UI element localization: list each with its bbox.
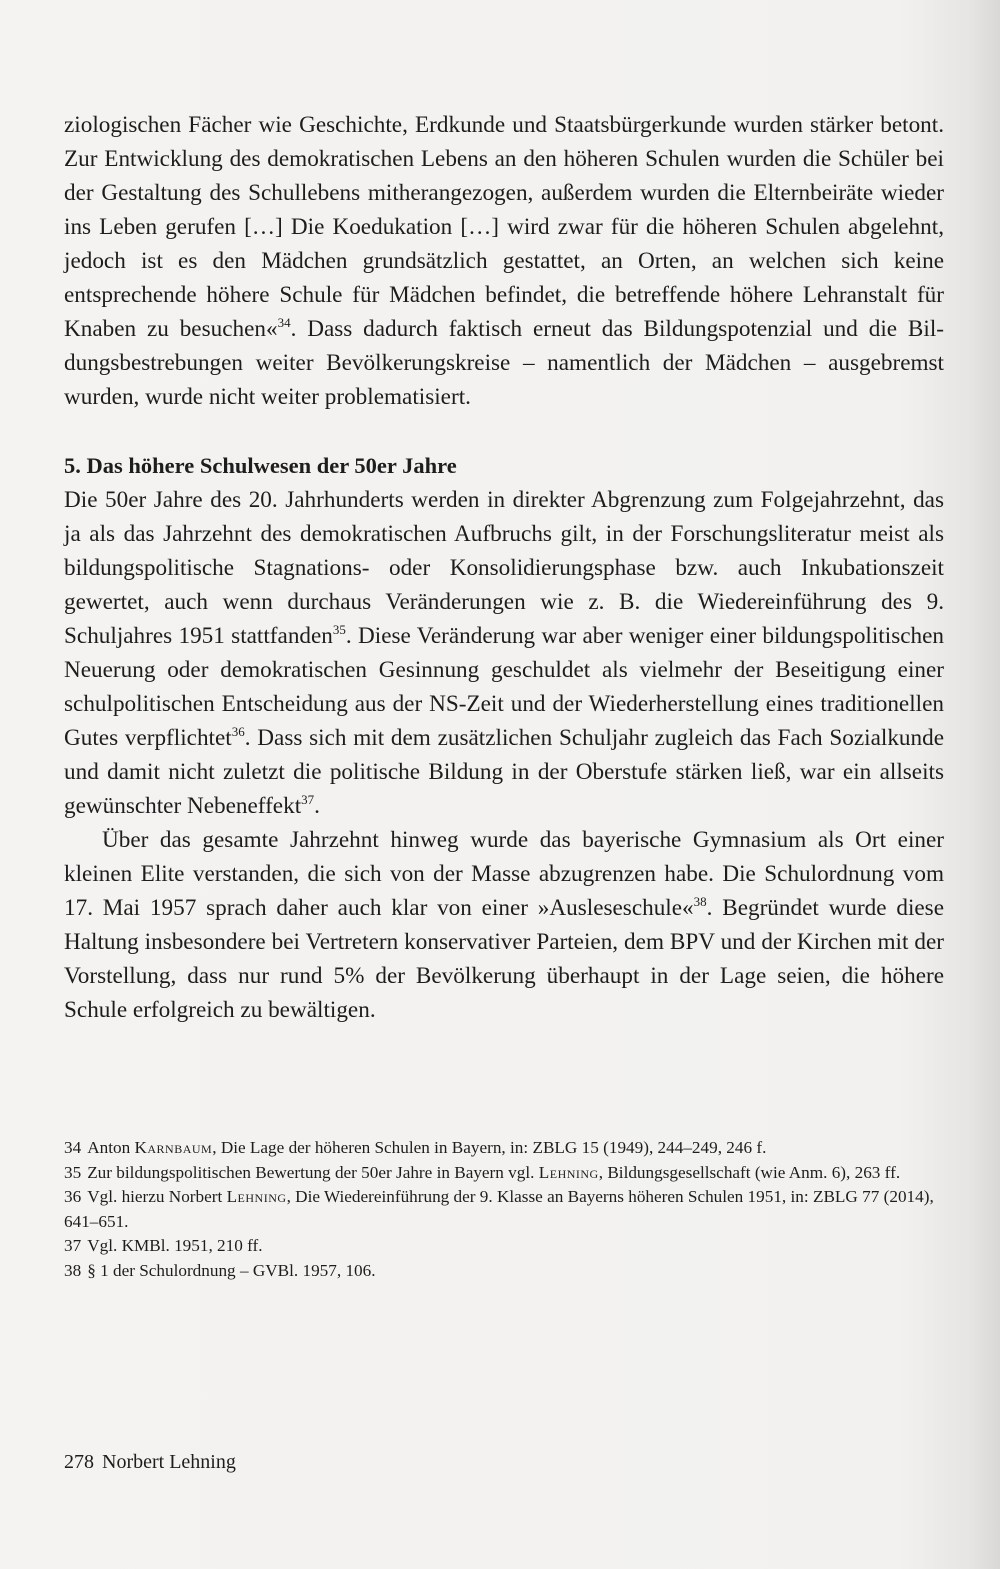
footnote-ref-37: 37 — [301, 792, 315, 807]
main-text — [64, 108, 944, 1027]
section-heading: 5. Das höhere Schulwesen der 50er Jahre — [64, 453, 457, 478]
footnote-37: 37 Vgl. KMBl. 1951, 210 ff. — [64, 1236, 263, 1255]
footnote-ref-35: 35 — [332, 622, 346, 637]
paragraph-1: ziologischen Fächer wie Geschichte, Erdkunde und Staatsbürgerkunde wurden stärker betont. Zur Entwicklung des demokratischen Lebens an den höheren Schulen wurden die Schüler bei der Gestaltung des Schullebens mitherangezogen, außerdem wurden die Elternbeiräte wieder ins Leben gerufen […] Die Koedukation […] wird zwar für die höheren Schulen abgelehnt, jedoch ist es den Mädchen grundsätzlich gestattet, an Orten, an welchen sich keine entsprechende höhere Schule für Mädchen befindet, die betreffende höhere Lehranstalt für Knaben zu besuchen«$^{34}$. Dass dadurch faktisch erneut das Bildungspotenzial und die Bildungsbestrebungen weiter Bevölkerungskreise – namentlich der Mädchen – ausgebremst wurden, wurde nicht weiter problematisiert. — [64, 112, 944, 410]
footnote-35: 35 Zur bildungspolitischen Bewertung der 50er Jahre in Bayern vgl. Lehning, Bildungsgesellschaft (wie Anm. 6), 263 ff. — [64, 1162, 901, 1182]
running-author: Norbert Lehning — [102, 1451, 236, 1473]
footnote-ref-36: 36 — [231, 724, 245, 739]
footnote-36: 36 Vgl. hierzu Norbert Lehning, Die Wiedereinführung der 9. Klasse an Bayerns höheren Schulen 1951, in: ZBLG 77 (2014), 641–651. — [64, 1187, 934, 1231]
paragraph-3: Über das gesamte Jahrzehnt hinweg wurde das bayerische Gymnasium als Ort einer kleinen Elite verstanden, die sich von der Masse abzugrenzen habe. Die Schulordnung vom 17. Mai 1957 sprach daher auch klar von einer »Ausleseschule«$^{38}$. Begründet wurde diese Haltung insbesondere bei Vertretern konservativer Parteien, dem BPV und der Kirchen mit der Vorstellung, dass nur rund 5% der Bevölkerung überhaupt in der Lage seien, die höhere Schule erfolgreich zu bewältigen. — [64, 827, 944, 1023]
footnotes — [64, 1136, 946, 1283]
paragraph-2: Die 50er Jahre des 20. Jahrhunderts werden in direkter Abgrenzung zum Folgejahrzehnt, das ja als das Jahrzehnt des demokratischen Aufbruchs gilt, in der Forschungsliteratur meist als bildungspolitische Stagnations- oder Konsolidierungsphase bzw. auch Inkubationszeit gewertet, auch wenn durchaus Veränderungen wie z. B. die Wiedereinführung des 9. Schuljahres 1951 stattfanden$^{35}$. Diese Veränderung war aber weniger einer bildungspolitischen Neuerung oder demokratischen Gesinnung geschuldet als vielmehr der Beseitigung einer schulpolitischen Entscheidung aus der NS-Zeit und der Wiederherstellung eines traditionellen Gutes verpflichtet$^{36}$. Dass sich mit dem zusätzlichen Schuljahr zugleich das Fach Sozialkunde und damit nicht zuletzt die politische Bildung in der Oberstufe stärken ließ, war ein allseits gewünschter Nebeneffekt$^{37}$. — [64, 487, 944, 819]
page-number: 278 — [64, 1451, 94, 1473]
footnote-34: 34 Anton Karnbaum, Die Lage der höheren Schulen in Bayern, in: ZBLG 15 (1949), 244–249, 246 f. — [64, 1138, 767, 1157]
footnote-38: 38 § 1 der Schulordnung – GVBl. 1957, 106. — [64, 1260, 376, 1280]
page-footer — [64, 1450, 236, 1474]
footnote-ref-38: 38 — [693, 894, 707, 909]
footnote-ref-34: 34 — [277, 315, 291, 330]
